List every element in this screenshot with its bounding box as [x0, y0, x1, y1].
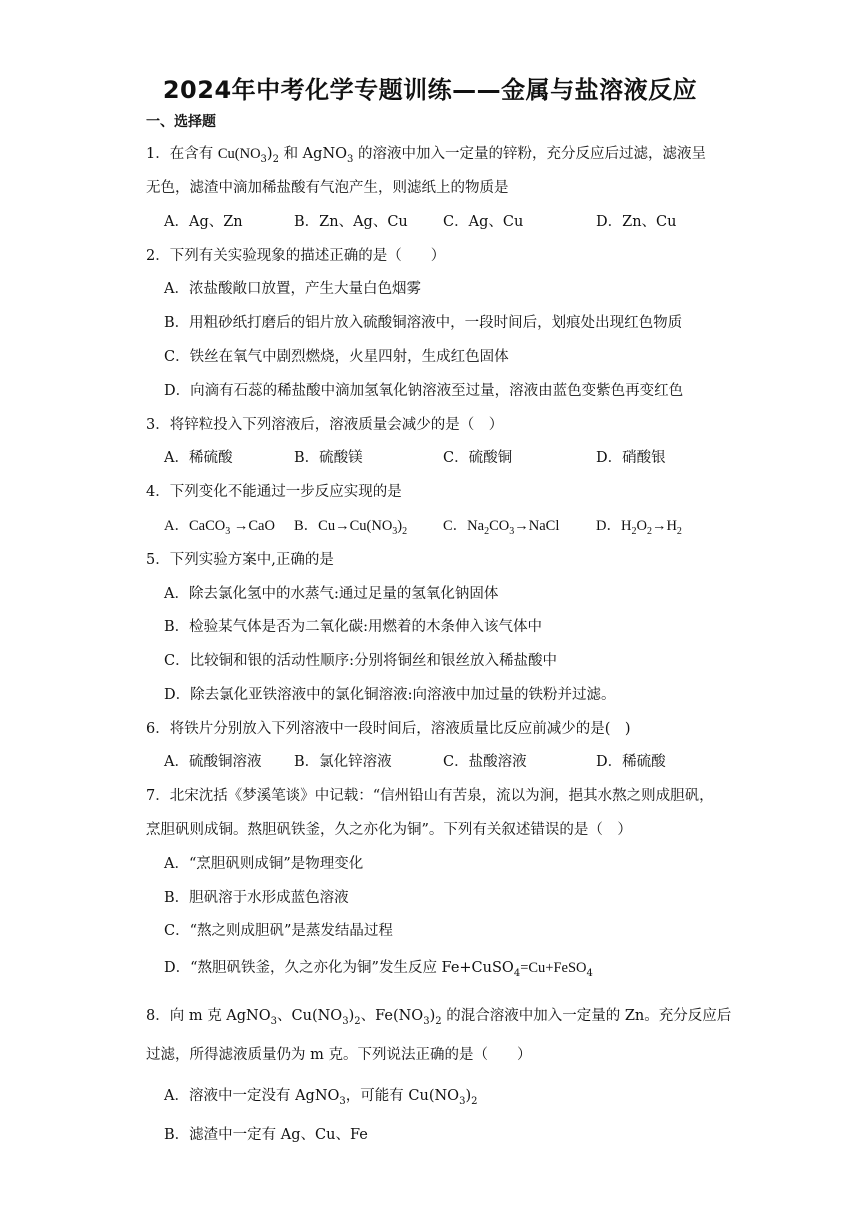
- q6-option-a: A．硫酸铜溶液: [164, 754, 262, 770]
- q6-option-b: B．氯化锌溶液: [294, 754, 392, 770]
- q2-option-b: B．用粗砂纸打磨后的铝片放入硫酸铜溶液中，一段时间后，划痕处出现红色物质: [164, 315, 683, 331]
- q4-option-b: B．$Cu\to Cu(NO_3)_2$: [294, 518, 408, 537]
- q7-option-c: C．“熬之则成胆矾”是蒸发结晶过程: [164, 923, 393, 939]
- q1-option-d: D．Zn、Cu: [596, 214, 677, 230]
- section-heading: 一、选择题: [146, 114, 216, 130]
- q7-stem-line1: 7．北宋沈括《梦溪笔谈》中记载：“信州铅山有苦泉，流以为涧，挹其水熬之则成胆矾，: [146, 788, 714, 804]
- q1-stem-line1: 1．在含有 $Cu(NO_3)_2$ 和 AgNO$_3$ 的溶液中加入一定量的锌粉，充分反应后过滤，滤液呈: [146, 146, 706, 165]
- q7-option-d: D．“熬胆矾铁釜，久之亦化为铜”发生反应 Fe+CuSO$_4$=Cu+FeSO$_4$: [164, 960, 593, 979]
- q1-stem-line2: 无色，滤渣中滴加稀盐酸有气泡产生，则滤纸上的物质是: [146, 180, 509, 196]
- q7-option-b: B．胆矾溶于水形成蓝色溶液: [164, 890, 349, 906]
- q5-option-d: D．除去氯化亚铁溶液中的氯化铜溶液:向溶液中加过量的铁粉并过滤。: [164, 687, 616, 703]
- q5-option-b: B．检验某气体是否为二氧化碳:用燃着的木条伸入该气体中: [164, 619, 543, 635]
- q2-stem: 2．下列有关实验现象的描述正确的是（ ）: [146, 248, 446, 264]
- q8-option-b: B．滤渣中一定有 Ag、Cu、Fe: [164, 1127, 368, 1143]
- q8-stem-line2: 过滤，所得滤液质量仍为 m 克。下列说法正确的是（ ）: [146, 1047, 532, 1063]
- q8-stem-line1: 8．向 m 克 AgNO$_3$、$Cu(NO_3)_2$、$Fe(NO_3)_2$ 的混合溶液中加入一定量的 Zn。充分反应后: [146, 1008, 732, 1027]
- q3-stem: 3．将锌粒投入下列溶液后，溶液质量会减少的是（ ）: [146, 417, 504, 433]
- q4-option-c: C．$Na_2CO_3\to NaCl$: [443, 518, 560, 537]
- q2-option-a: A．浓盐酸敞口放置，产生大量白色烟雾: [164, 281, 421, 297]
- q5-stem: 5．下列实验方案中,正确的是: [146, 552, 334, 568]
- q3-option-b: B．硫酸镁: [294, 450, 363, 466]
- q4-stem: 4．下列变化不能通过一步反应实现的是: [146, 484, 402, 500]
- q3-option-c: C．硫酸铜: [443, 450, 513, 466]
- q7-stem-line2: 烹胆矾则成铜。熬胆矾铁釜，久之亦化为铜”。下列有关叙述错误的是（ ）: [146, 822, 632, 838]
- q2-option-c: C．铁丝在氧气中剧烈燃烧，火星四射，生成红色固体: [164, 349, 509, 365]
- q3-option-a: A．稀硫酸: [164, 450, 233, 466]
- q6-option-d: D．稀硫酸: [596, 754, 666, 770]
- q8-option-a: A．溶液中一定没有 AgNO$_3$，可能有 $Cu(NO_3)_2$: [164, 1088, 478, 1107]
- q1-option-b: B．Zn、Ag、Cu: [294, 214, 408, 230]
- q1-option-a: A．Ag、Zn: [164, 214, 243, 230]
- q1-option-c: C．Ag、Cu: [443, 214, 524, 230]
- q2-option-d: D．向滴有石蕊的稀盐酸中滴加氢氧化钠溶液至过量，溶液由蓝色变紫色再变红色: [164, 383, 684, 399]
- q5-option-a: A．除去氯化氢中的水蒸气:通过足量的氢氧化钠固体: [164, 586, 499, 602]
- q4-option-a: A．CaCO$_3$ →CaO: [164, 518, 275, 537]
- q6-option-c: C．盐酸溶液: [443, 754, 527, 770]
- q3-option-d: D．硝酸银: [596, 450, 666, 466]
- document-title: 2024年中考化学专题训练——金属与盐溶液反应: [162, 76, 698, 104]
- q6-stem: 6．将铁片分别放入下列溶液中一段时间后，溶液质量比反应前减少的是( ): [146, 721, 631, 737]
- q5-option-c: C．比较铜和银的活动性顺序:分别将铜丝和银丝放入稀盐酸中: [164, 653, 557, 669]
- q4-option-d: D．$H_2O_2\to H_2$: [596, 518, 682, 537]
- q7-option-a: A．“烹胆矾则成铜”是物理变化: [164, 856, 364, 872]
